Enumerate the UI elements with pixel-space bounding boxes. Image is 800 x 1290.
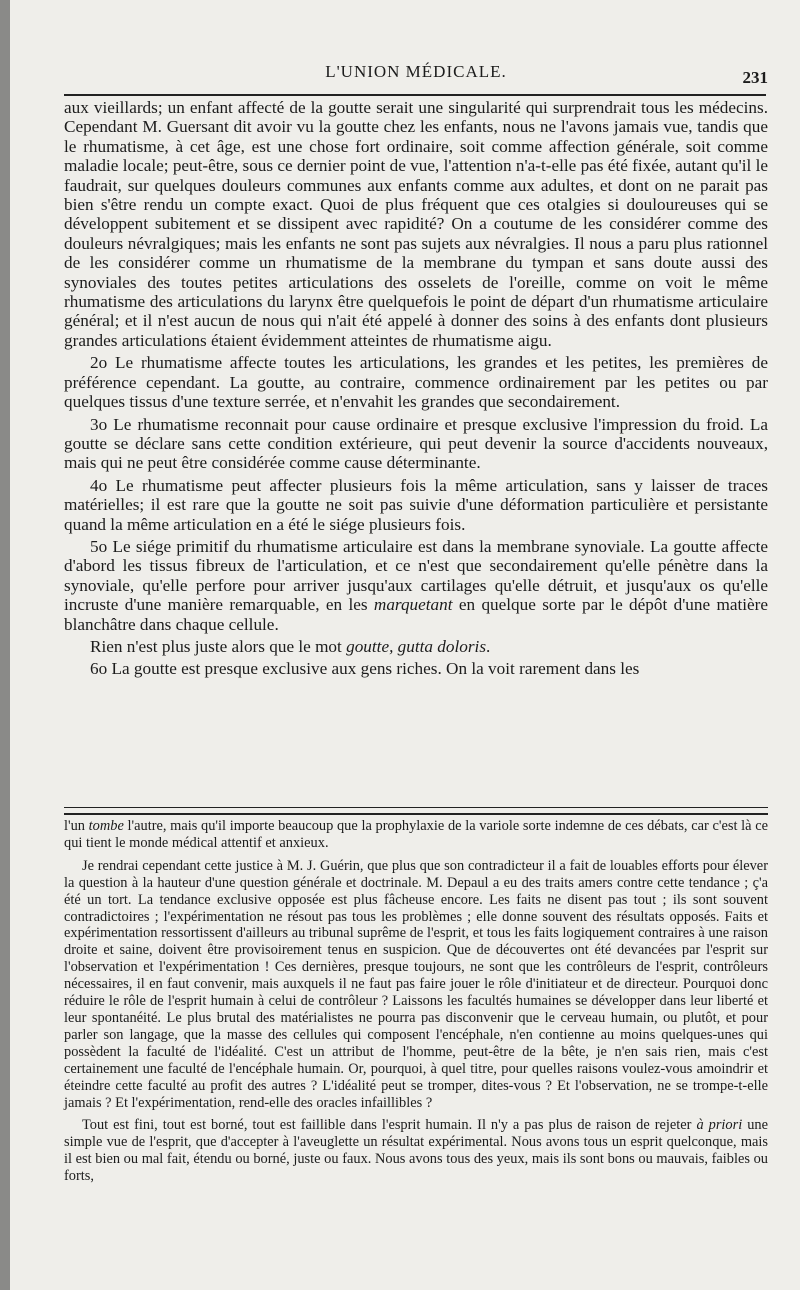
paragraph: 6o La goutte est presque exclusive aux gens riches. On la voit rarement dans les (90, 659, 640, 679)
italic-term: à priori (696, 1117, 743, 1134)
text-run: une simple vue de l'esprit, que d'accepter à l'aveuglette un résultat expérimental. Nous avons tous un esprit quelconque, mais il est bien ou mal fait, étendu ou borné, juste ou faux. Nous avons tous des yeux, mais ils sont bons ou mauvais, faibles ou forts, (64, 1117, 768, 1185)
paragraph: 2o Le rhumatisme affecte toutes les articulations, les grandes et les petites, les premières de préférence cependant. La goutte, au contraire, commence ordinairement par les petites ou par quelques tissus d'une texture serrée, et n'envahit les grandes que secondairement. (64, 353, 768, 412)
paragraph (64, 637, 768, 656)
paragraph (64, 818, 768, 852)
text-run: en quelque sorte par le dépôt d'une matière blanchâtre dans chaque cellule. (64, 595, 768, 634)
page-header (64, 62, 768, 92)
paragraph: aux vieillards; un enfant affecté de la goutte serait une singularité qui surprendrait tous les médecins. Cependant M. Guersant dit avoir vu la goutte chez les enfants, nous ne l'avons jamais vue, tandis que le rhumatisme, à cet âge, est une chose fort ordinaire, soit comme affection générale, soit comme maladie locale; peut-être, sous ce dernier point de vue, l'attention n'a-t-elle pas été fixée, autant qu'il le faudrait, sur quelques douleurs communes aux enfants comme aux adultes, et dont on ne parait pas bien s'être rendu un compte exact. Quoi de plus fréquent que ces otalgies si douloureuses qui se développent subitement et se dissipent avec rapidité? On a coutume de les considérer comme des douleurs névralgiques; mais les enfants ne sont pas sujets aux névralgies. Il nous a paru plus rationnel de les considérer comme un rhumatisme de la membrane du tympan et sans doute aussi des synoviales des toutes petites articulations des osselets de l'oreille, comme on voit le même rhumatisme des articulations du larynx être quelquefois le point de départ d'un rhumatisme articulaire général; et il n'est aucun de nous qui n'ait été appelé à donner des soins à des enfants dont plusieurs grandes articulations étaient évidemment atteintes de rhumatisme aigu. (64, 98, 768, 350)
paragraph: 4o Le rhumatisme peut affecter plusieurs fois la même articulation, sans y laisser de traces matérielles; il est rare que la goutte ne soit pas suivie d'une déformation particulière et persistante quand la même articulation en a été le siége plusieurs fois. (64, 475, 768, 534)
text-run: l'autre, mais qu'il importe beaucoup que la prophylaxie de la variole sorte indemne de ces débats, car c'est là ce qui tient le monde médical attentif et anxieux. (64, 818, 768, 851)
italic-term: tombe (88, 818, 124, 834)
page-number: 231 (742, 68, 768, 87)
text-run: Tout est fini, tout est borné, tout est faillible dans l'esprit humain. Il n'y a pas plus de raison de rejeter (82, 1117, 697, 1134)
text-run: . (486, 636, 491, 656)
running-title: L'UNION MÉDICALE. (325, 62, 507, 81)
italic-term: marquetant (373, 595, 453, 615)
paragraph: 3o Le rhumatisme reconnait pour cause ordinaire et presque exclusive l'impression du froid. La goutte se déclare sans cette condition extérieure, qui peut devenir la source d'accidents nouveaux, mais qui ne peut être considérée comme cause déterminante. (64, 414, 768, 473)
paragraph (64, 537, 768, 634)
italic-term: goutte, gutta doloris (346, 636, 487, 656)
text-run: Rien n'est plus juste alors que le mot (90, 636, 347, 656)
feuilleton-divider (64, 807, 768, 815)
text-run: l'un (64, 818, 89, 834)
header-rule (64, 94, 766, 96)
main-article-text (64, 98, 768, 679)
paragraph (64, 1117, 768, 1185)
text-run: 5o Le siége primitif du rhumatisme articulaire est dans la membrane synoviale. La goutte affecte d'abord les tissus fibreux de l'articulation, et ce n'est que secondairement qu'elle pénètre dans la synoviale, qu'elle perfore pour arriver jusqu'aux cartilages qu'elle détruit, et jusqu'aux os qu'elle incruste d'une manière remarquable, en les (64, 536, 768, 615)
paragraph: Je rendrai cependant cette justice à M. J. Guérin, que plus que son contradicteur il a fait de louables efforts pour élever la question à la hauteur d'une question générale et doctrinale. M. Depaul a eu des traits amers contre cette tendance ; ç'a été un tort. La tendance exclusive opposée est plus fâcheuse encore. Les faits ne disent pas tout ; ils sont souvent contradictoires ; l'expérimentation ne résout pas tous les problèmes ; elle donne souvent des résultats opposés. Faits et expérimentation ressortissent d'ailleurs au tribunal suprême de l'esprit, et tous les faits logiquement contraires à une raison droite et saine, doivent être provisoirement tenus en suspicion. Que de découvertes ont été devancées par l'esprit sur l'observation et l'expérimentation ! Ces dernières, presque toujours, ne sont que les contrôleurs de l'esprit, contrôleurs nécessaires, il en faut convenir, mais auxquels il ne faut pas faire jouer le rôle d'initiateur et de directeur. Pourquoi donc réduire le rôle de l'esprit humain à celui de contrôleur ? Laissons les facultés humaines se développer dans leur liberté et leur spontanéité. Le plus brutal des matérialistes ne pourra pas disconvenir que le cerveau humain, ou plutôt, et pour parler son langage, que la masse des cellules qui composent l'encéphale, n'en contienne au moins quelques-unes qui possèdent la faculté de l'idéalité. C'est un attribut de l'homme, peut-être de la bête, je n'en sais rien, mais c'est certainement une faculté de l'encéphale humain. Or, pourquoi, à quel titre, pour quelles raisons voulez-vous amoindrir et éteindre cette faculté au profit des autres ? L'idéalité peut se tromper, dites-vous ? Et l'observation, ne se trompe-t-elle jamais ? Et l'expérimentation, rend-elle des oracles infaillibles ? (64, 857, 768, 1111)
feuilleton-text (64, 818, 768, 1185)
